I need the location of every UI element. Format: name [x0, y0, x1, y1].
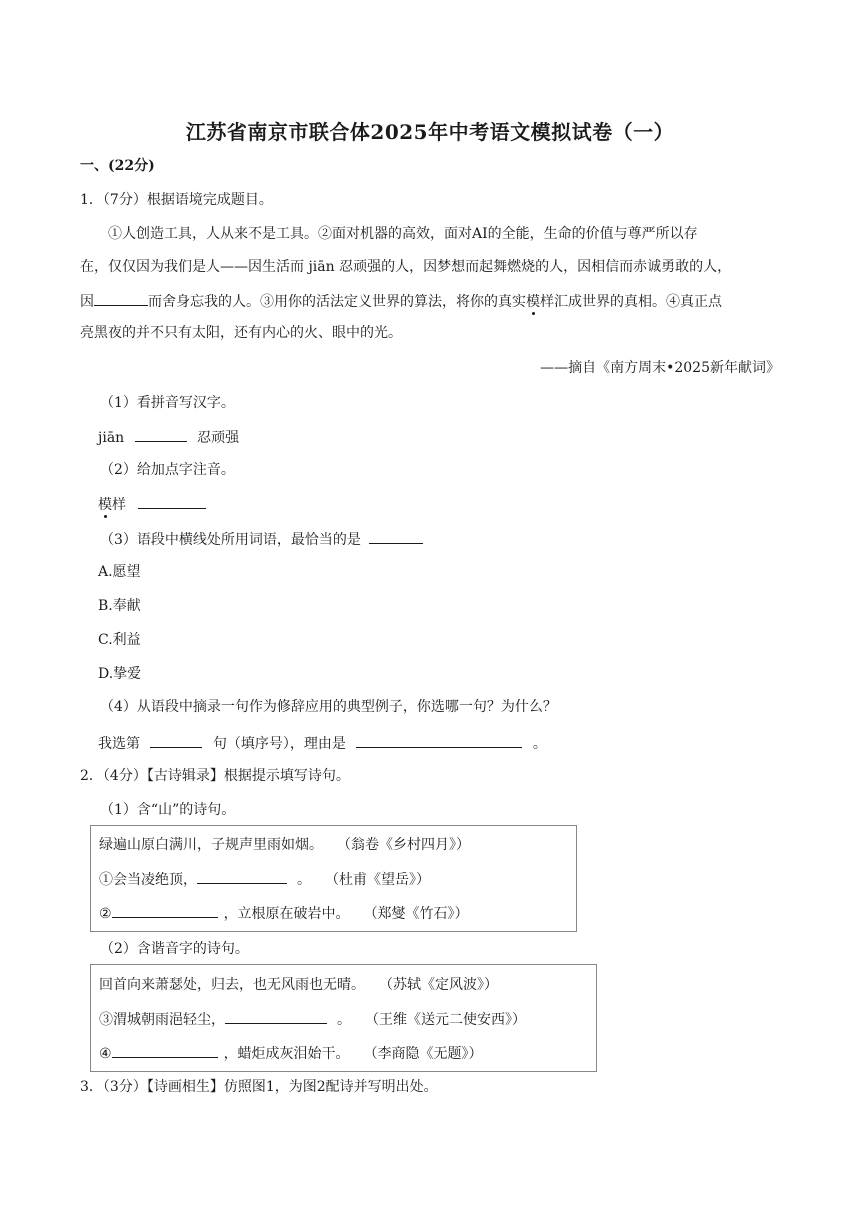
answer-blank[interactable] — [369, 529, 423, 544]
question-3-header — [80, 1078, 438, 1096]
question-1-header — [80, 191, 273, 209]
answer-blank[interactable] — [112, 903, 218, 918]
option-b[interactable]: B.奉献 — [98, 598, 141, 614]
answer-blank[interactable] — [138, 494, 206, 509]
section-heading: 一、(22分) — [80, 158, 155, 174]
poem-line: 回首向来萧瑟处，归去，也无风雨也无晴。 （苏轼《定风波》） — [99, 977, 498, 993]
answer-blank[interactable] — [94, 291, 148, 306]
answer-blank[interactable] — [197, 869, 287, 884]
option-a[interactable]: A.愿望 — [98, 564, 141, 580]
poem-line: ④ ，蜡炬成灰泪始干。 （李商隐《无题》） — [99, 1043, 483, 1063]
sub-question-3: （3）语段中横线处所用词语，最恰当的是 — [100, 529, 423, 549]
answer-blank[interactable] — [356, 733, 522, 748]
option-c[interactable]: C.利益 — [98, 632, 141, 648]
poem-line: ①会当凌绝顶， 。 （杜甫《望岳》） — [99, 869, 430, 889]
option-d[interactable]: D.挚爱 — [98, 666, 142, 682]
answer-blank[interactable] — [112, 1043, 218, 1058]
annotation-answer-line: 模样 — [98, 494, 206, 514]
sub-question-2: （2）给加点字注音。 — [100, 462, 235, 478]
poem-line: ② ，立根原在破岩中。 （郑燮《竹石》） — [99, 903, 469, 923]
poem-box-2 — [90, 964, 597, 1072]
answer-blank[interactable] — [150, 733, 202, 748]
poem-line: ③渭城朝雨浥轻尘， 。 （王维《送元二使安西》） — [99, 1009, 526, 1029]
passage-line: 亮黑夜的并不只有太阳，还有内心的火、眼中的光。 — [80, 325, 402, 341]
passage-source: ——摘自《南方周末•2025新年献词》 — [540, 360, 780, 376]
passage-line: 在，仅仅因为我们是人——因生活而 jiān 忍顽强的人，因梦想而起舞燃烧的人，因相信而赤诚勇敢的人， — [80, 259, 732, 275]
question-prompt: 【诗画相生】仿照图1，为图2配诗并写明出处。 — [146, 1079, 438, 1095]
question-points: （4分） — [102, 768, 147, 784]
sub-question-1: （1）看拼音写汉字。 — [100, 395, 235, 411]
answer-blank[interactable] — [225, 1009, 327, 1024]
passage-line: 因 而舍身忘我的人。③用你的活法定义世界的算法，将你的真实模样汇成世界的真相。④真正点 — [80, 291, 722, 311]
question-number: 2． — [80, 768, 103, 784]
pinyin-answer-line: jiān 忍顽强 — [98, 427, 239, 447]
sub-question-2: （2）含谐音字的诗句。 — [100, 941, 249, 957]
poem-box-1 — [90, 825, 577, 932]
page-title: 江苏省南京市联合体2025年中考语文模拟试卷（一） — [185, 120, 675, 144]
question-points: （3分） — [102, 1079, 147, 1095]
question-number: 3． — [80, 1079, 103, 1095]
question-number: 1． — [80, 192, 103, 208]
dotted-char: 模 — [98, 497, 112, 513]
dotted-char: 模 — [526, 294, 540, 310]
question-prompt: 根据语境完成题目。 — [146, 192, 273, 208]
question-points: （7分） — [102, 192, 147, 208]
question-2-header — [80, 767, 350, 785]
passage-line: ①人创造工具，人从来不是工具。②面对机器的高效，面对AI的全能，生命的价值与尊严所以存 — [108, 226, 698, 242]
sub-question-4: （4）从语段中摘录一句作为修辞应用的典型例子，你选哪一句？为什么？ — [100, 699, 557, 715]
sub-question-1: （1）含“山”的诗句。 — [100, 802, 236, 818]
answer-blank[interactable] — [135, 427, 187, 442]
reason-answer-line: 我选第 句（填序号），理由是 。 — [98, 733, 547, 753]
question-prompt: 【古诗辑录】根据提示填写诗句。 — [146, 768, 350, 784]
poem-line: 绿遍山原白满川，子规声里雨如烟。 （翁卷《乡村四月》） — [99, 837, 470, 853]
